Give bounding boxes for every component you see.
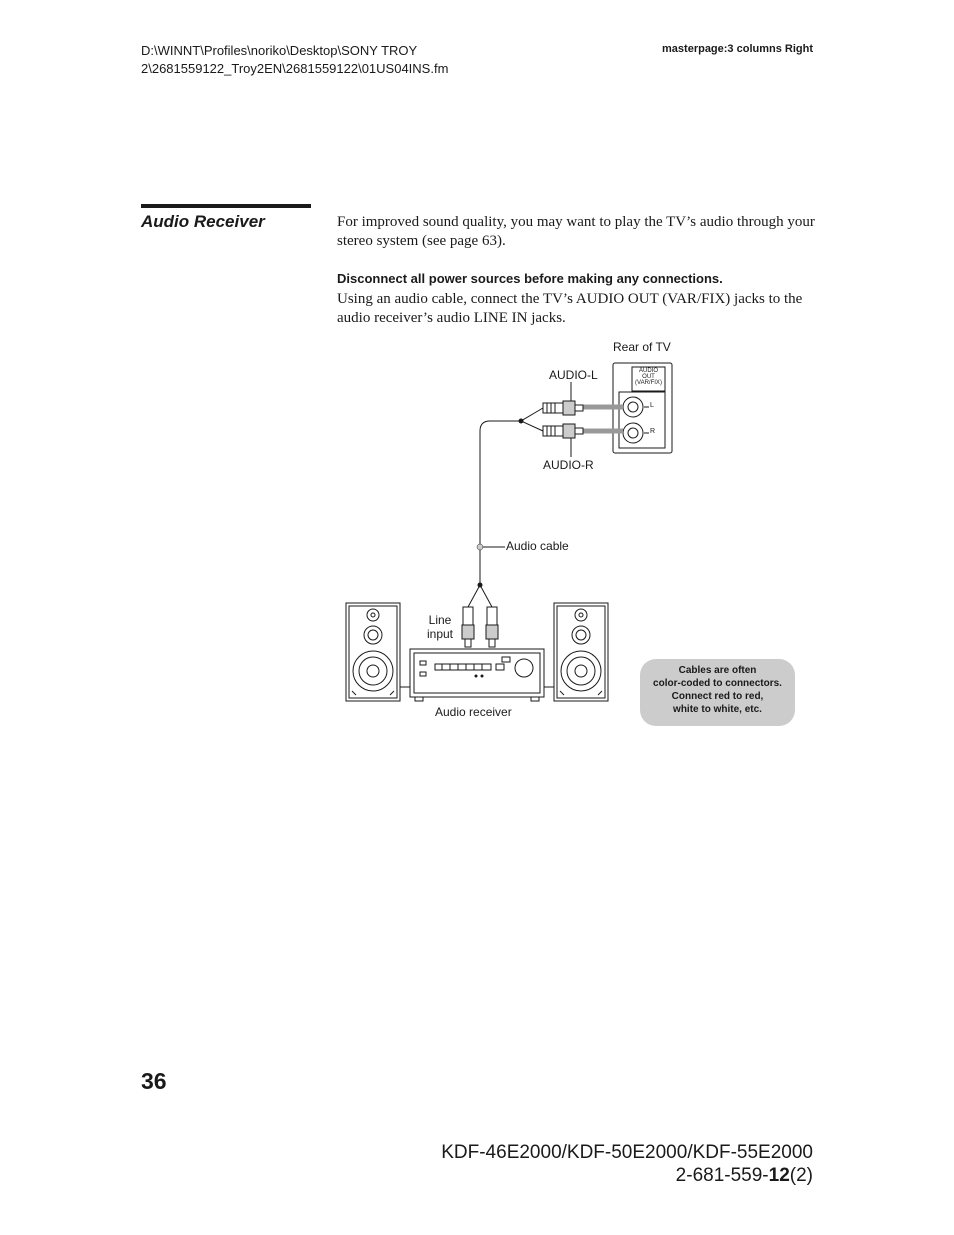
part-number [441,1164,813,1187]
file-path-header [141,42,448,78]
intro-paragraph: For improved sound quality, you may want to play the TV’s audio through your stereo system (see page 63). [337,214,815,249]
audio-receiver-unit [410,649,544,701]
jack-l-label: L [650,402,654,409]
rear-of-tv-label: Rear of TV [613,340,671,354]
audio-receiver-label: Audio receiver [435,705,512,719]
panel-out-text: OUT [642,374,655,380]
section-rule [141,204,311,208]
part-bold: 12 [768,1165,790,1186]
page-number: 36 [141,1068,167,1094]
left-speaker [346,603,400,701]
section-title: Audio Receiver [141,212,265,231]
jack-r-label: R [650,428,656,435]
part-suffix: (2) [789,1165,813,1186]
rca-plug-l [543,401,583,415]
jack-l-inner [628,402,638,412]
audio-cable [468,408,543,607]
rca-plugs-receiver [462,607,498,647]
audio-out-panel-label [632,368,665,386]
line-input-line-1: Line [428,613,452,627]
audio-l-label: AUDIO-L [549,368,598,382]
color-code-note [640,664,795,716]
audio-r-label: AUDIO-R [543,458,594,472]
jack-l-outer [623,397,643,417]
panel-varfix-text: (VAR/FIX) [635,380,662,386]
cable-callout-dot [477,544,483,550]
note-line-4: white to white, etc. [673,704,762,715]
jack-r-inner [628,428,638,438]
model-footer [441,1141,813,1187]
right-speaker [554,603,608,701]
masterpage-label: masterpage:3 columns Right [662,43,813,55]
note-line-3: Connect red to red, [671,691,764,702]
file-path-line-1: D:\WINNT\Profiles\noriko\Desktop\SONY TROY [141,43,418,58]
jack-r-outer [623,423,643,443]
line-input-label [420,613,460,641]
connection-diagram [330,335,810,730]
part-prefix: 2-681-559- [675,1165,769,1186]
rca-plug-r [543,424,583,438]
note-line-1: Cables are often [678,665,757,676]
file-path-line-2: 2\2681559122_Troy2EN\2681559122\01US04INS.fm [141,61,449,76]
line-input-line-2: input [426,627,454,641]
note-line-2: color-coded to connectors. [653,678,782,689]
instruction-paragraph: Using an audio cable, connect the TV’s AUDIO OUT (VAR/FIX) jacks to the audio receiver’s audio LINE IN jacks. [337,291,803,326]
model-numbers: KDF-46E2000/KDF-50E2000/KDF-55E2000 [441,1142,813,1163]
panel-audio-text: AUDIO [638,368,658,374]
warning-text: Disconnect all power sources before making any connections. [337,271,723,286]
audio-cable-label: Audio cable [506,539,569,553]
plug-inserts [583,407,623,431]
